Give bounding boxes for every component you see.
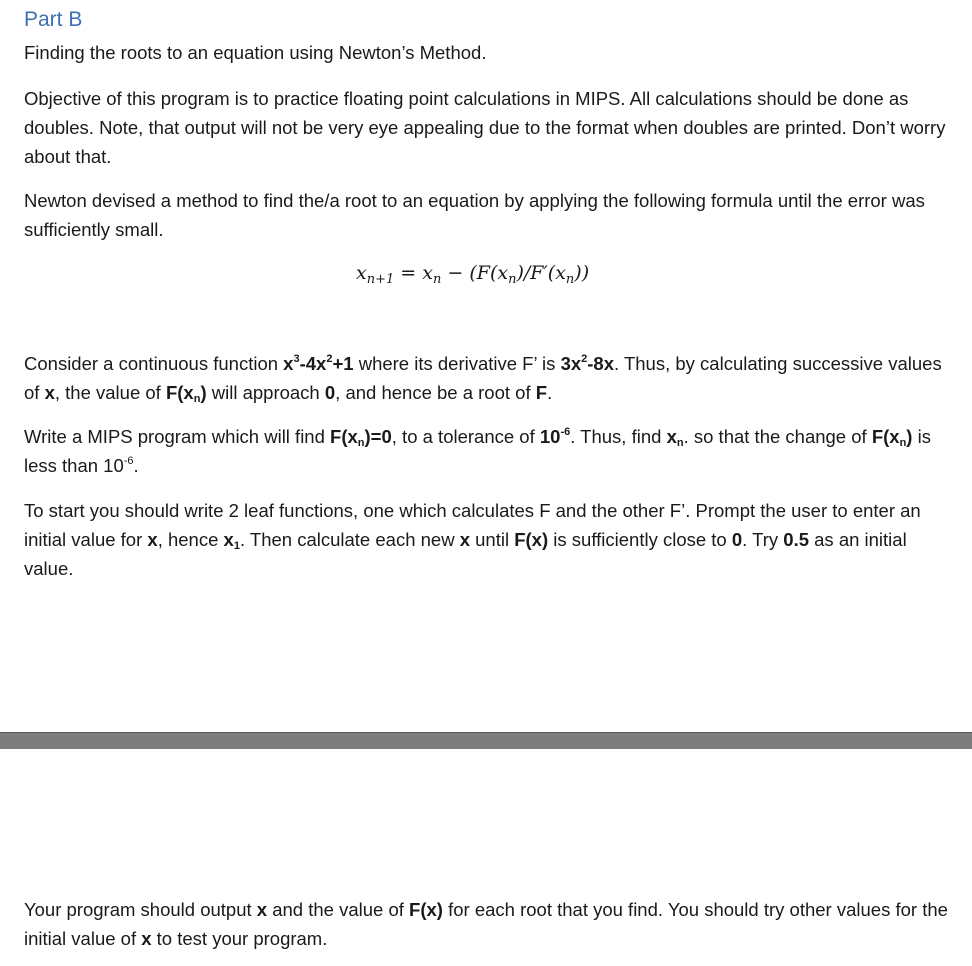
write-paragraph: Write a MIPS program which will find F(xn)=0, to a tolerance of $10^{-6}$. Thus, find xn. so that the change of F(xn) is less than $10^{-6}$. [24, 426, 931, 476]
section-heading: Part B [24, 8, 83, 31]
consider-paragraph: Consider a continuous function $x^3-4x^2+1$ where its derivative F’ is $3x^2-8x$. Thus, by calculating successive values of x, the value of F(xn) will approach 0, and hence be a root of F. [24, 353, 942, 405]
document-page-2 [0, 749, 972, 966]
output-paragraph: Your program should output x and the value of F(x) for each root that you find. You should try other values for the initial value of x to test your program. [24, 899, 948, 949]
newton-formula: $x_{n+1} = x_n - (F(x_n)/F'(x_n))$ [356, 262, 590, 287]
objective-paragraph: Objective of this program is to practice floating point calculations in MIPS. All calculations should be done as doubles. Note, that output will not be very eye appealing due to the format when doubles are printed. Don’t worry about that. [24, 88, 946, 167]
start-paragraph: To start you should write 2 leaf functions, one which calculates F and the other F’. Prompt the user to enter an initial value for x, hence x1. Then calculate each new x until F(x) is sufficiently close to 0. Try 0.5 as an initial value. [24, 500, 921, 579]
page-break-divider [0, 732, 972, 749]
subtitle: Finding the roots to an equation using Newton’s Method. [24, 42, 487, 63]
newton-intro-paragraph: Newton devised a method to find the/a root to an equation by applying the following formula until the error was sufficiently small. [24, 190, 925, 240]
